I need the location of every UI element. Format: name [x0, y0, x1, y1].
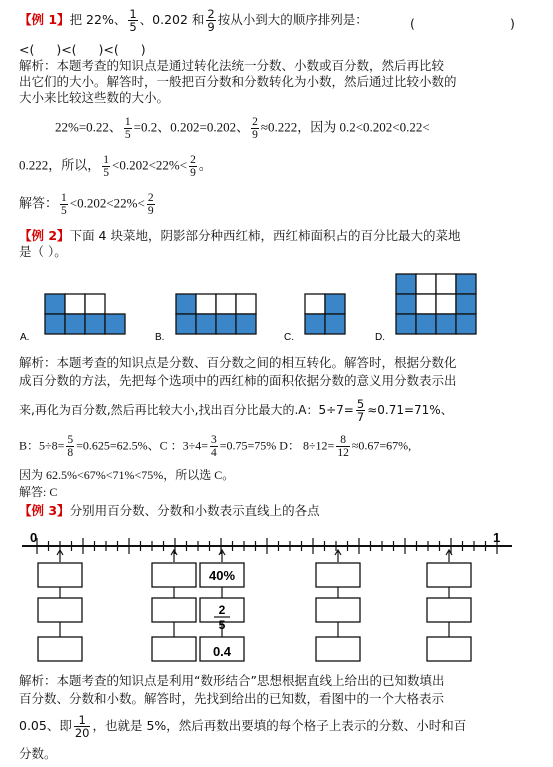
given-fraction-num: 2 [218, 603, 226, 617]
start-label: 0 [30, 530, 38, 545]
arrow-up-icon [171, 550, 177, 562]
paren-open: ( [410, 16, 415, 31]
answer-box [427, 637, 471, 661]
fraction: $\frac{5}{8}$ [67, 434, 74, 460]
arrow-up-icon [335, 550, 341, 562]
answer-box [316, 563, 360, 587]
analysis-line: 解析：本题考查的知识点是分数、百分数之间的相互转化。解答时，根据分数化 [19, 355, 457, 370]
arrow-up-icon [219, 550, 225, 562]
analysis-line: 成百分数的方法，先把每个选项中的西红柿的面积依据分数的意义用分数表示出 [19, 373, 457, 388]
answer-box [427, 563, 471, 587]
option-c-label: C. [284, 332, 294, 343]
example-3-tag: 【例 3】 [19, 503, 70, 518]
given-decimal: 0.4 [212, 644, 232, 659]
answer-box [316, 598, 360, 622]
plot-a [45, 294, 125, 334]
analysis-line: 出它们的大小。解答时，一般把百分数和分数转化为小数，然后通过比较小数的 [19, 74, 457, 89]
because-line: 因为 62.5%<67%<71%<75%，所以选 C。 [19, 468, 235, 482]
fraction: $\frac{1}{5}$ [103, 154, 110, 180]
answer-line: 解答: C [19, 485, 58, 499]
q-text: 、0.202 和 [139, 12, 205, 28]
garden-plots-figure [0, 268, 553, 348]
fraction: $\frac{2}{9}$ [190, 154, 196, 180]
answer-box [152, 563, 196, 587]
example-1-tag: 【例 1】 [19, 12, 70, 28]
calc-line: 0.222，所以， $\frac{1}{5}$ <0.202<22%< $\frac{2}{9}$ 。 [19, 154, 212, 180]
plot-b [176, 294, 256, 334]
example-2-tag: 【例 2】 [19, 228, 70, 243]
analysis-line: 分数。 [19, 746, 57, 761]
example-3-question: 【例 3】分别用百分数、分数和小数表示直线上的各点 [19, 503, 320, 518]
plot-d [396, 274, 476, 334]
calc-line: B：5÷8= $\frac{5}{8}$ =0.625=62.5%、C ：3÷4= $\frac{3}{4}$ =0.75=75% D： 8÷12= $\frac{8}{12}$ ≈0.67=67%, [19, 434, 412, 460]
analysis-line: 大小来比较这些数的大小。 [19, 90, 170, 105]
fraction: $\frac{3}{4}$ [211, 434, 217, 460]
fraction: $\frac{1}{20}$ [74, 713, 90, 741]
option-b-label: B. [155, 332, 165, 343]
q-text: 按从小到大的顺序排列是： [217, 12, 368, 28]
analysis-line: 解析：本题考查的知识点是通过转化法统一分数、小数或百分数，然后再比较 [19, 58, 445, 73]
answer-box [427, 598, 471, 622]
answer-box [316, 637, 360, 661]
example-2-question-cont: 是（ ）。 [19, 244, 67, 259]
fraction: $\frac{8}{12}$ [337, 434, 349, 460]
given-fraction-den: 5 [218, 618, 226, 632]
answer-box [152, 598, 196, 622]
analysis-line: 百分数、分数和小数。解答时，先找到给出的已知数，看图中的一个大格表示 [19, 691, 445, 706]
example-1-question [19, 8, 368, 33]
fraction: $\frac{1}{5}$ [61, 192, 67, 218]
fraction: $\frac{1}{5}$ [124, 116, 131, 142]
option-d-label: D. [375, 332, 385, 343]
fraction: $\frac{1}{5}$ [129, 7, 137, 35]
answer-line: 解答： $\frac{1}{5}$ <0.202<22%< $\frac{2}{9}$ [19, 192, 154, 218]
answer-box [38, 563, 82, 587]
fraction: $\frac{2}{9}$ [147, 192, 154, 218]
analysis-line: 0.05、即 $\frac{1}{20}$ ，也就是 5%，然后再数出要填的每个格子上表示的分数、小时和百 [19, 713, 467, 741]
given-percent: 40% [208, 568, 236, 583]
tick-marks [37, 538, 497, 554]
analysis-line: 来,再化为百分数,然后再比较大小,找出百分比最大的.A：5÷7= $\frac{5}{7}$ ≈0.71=71%、 [19, 397, 453, 425]
fraction: $\frac{2}{9}$ [252, 116, 258, 142]
answer-box [38, 598, 82, 622]
arrow-up-icon [57, 550, 63, 562]
calc-line: 22%=0.22、 $\frac{1}{5}$ =0.2、0.202=0.202、 $\frac{2}{9}$ ≈0.222，因为 0.2<0.202<0.22< [55, 116, 430, 142]
q-text: 把 22%、 [69, 12, 127, 28]
answer-box [152, 637, 196, 661]
number-line-figure [0, 526, 553, 666]
answer-box [38, 637, 82, 661]
answer-box-columns [38, 550, 471, 661]
fraction: $\frac{5}{7}$ [356, 397, 365, 425]
fraction: $\frac{2}{9}$ [207, 7, 215, 35]
option-a-label: A. [20, 332, 30, 343]
end-label: 1 [493, 530, 501, 545]
paren-close: ) [510, 16, 515, 31]
example-2-question: 【例 2】下面 4 块菜地，阴影部分种西红柿，西红柿面积占的百分比最大的菜地 [19, 228, 461, 243]
analysis-line: 解析：本题考查的知识点是利用“数形结合”思想根据直线上给出的已知数填出 [19, 673, 445, 688]
answer-blanks: <( )<( )<( ) [19, 42, 146, 57]
plot-c [305, 294, 345, 334]
